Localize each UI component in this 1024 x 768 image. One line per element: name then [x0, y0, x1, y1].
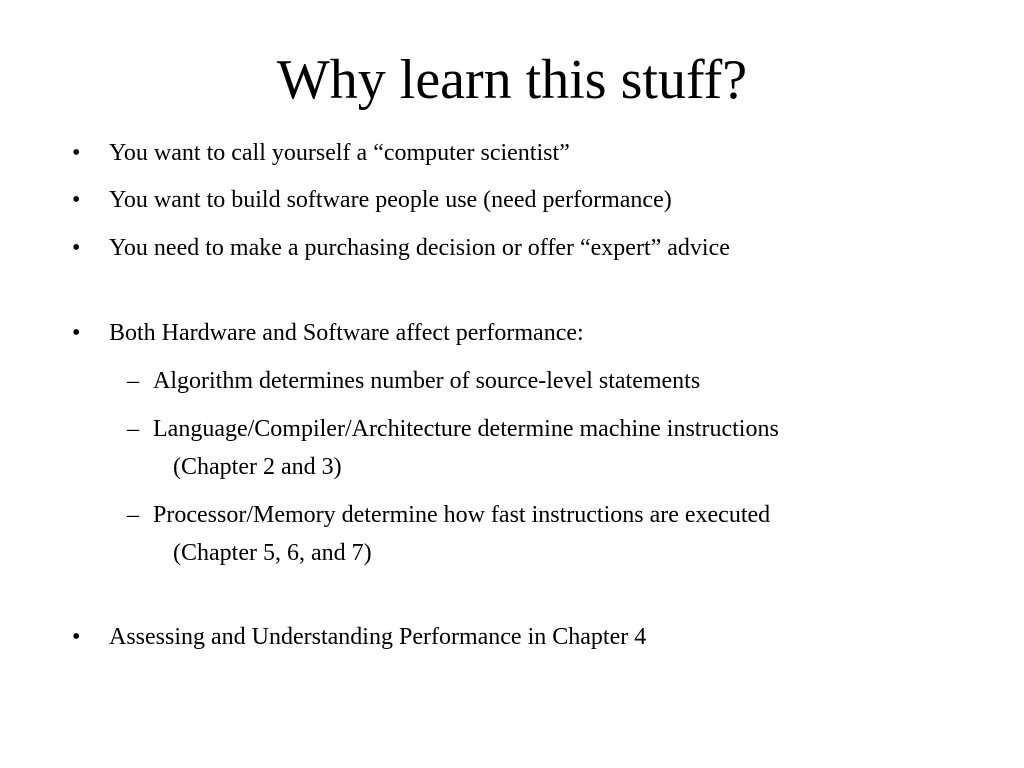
dash-marker: –: [127, 502, 139, 528]
subbullet-continuation: (Chapter 5, 6, and 7): [173, 540, 372, 566]
bullet-marker: •: [72, 624, 81, 650]
dash-marker: –: [127, 368, 139, 394]
bullet-marker: •: [72, 320, 81, 346]
slide-title: Why learn this stuff?: [276, 49, 748, 111]
dash-marker: –: [127, 416, 139, 442]
bullet-text: You want to build software people use (need performance): [109, 187, 672, 213]
bullet-marker: •: [72, 140, 81, 166]
bullet-text: Both Hardware and Software affect performance:: [109, 320, 584, 346]
bullet-marker: •: [72, 187, 81, 213]
bullet-marker: •: [72, 235, 81, 261]
bullet-text: You need to make a purchasing decision or offer “expert” advice: [109, 235, 730, 261]
subbullet-text: Language/Compiler/Architecture determine machine instructions: [153, 416, 779, 442]
subbullet-text: Processor/Memory determine how fast instructions are executed: [153, 502, 771, 528]
subbullet-continuation: (Chapter 2 and 3): [173, 454, 342, 480]
bullet-text: You want to call yourself a “computer scientist”: [109, 140, 570, 166]
bullet-text: Assessing and Understanding Performance in Chapter 4: [109, 624, 647, 650]
subbullet-text: Algorithm determines number of source-level statements: [153, 368, 701, 394]
